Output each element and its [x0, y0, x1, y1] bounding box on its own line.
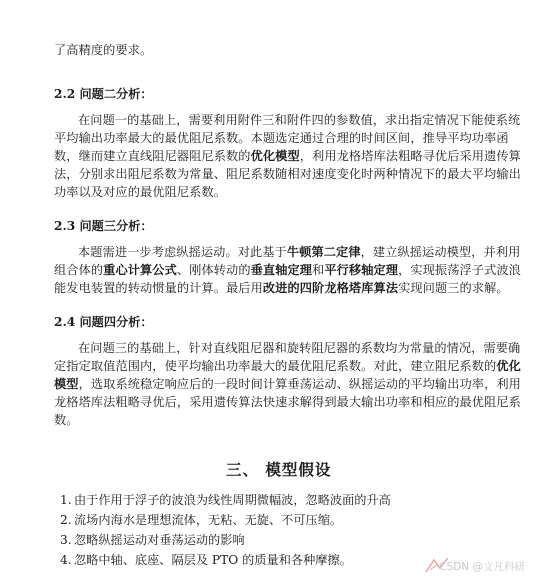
- section-2-3-line-3: [54, 280, 509, 296]
- section-2-2-line-5: 功率以及对应的最优阻尼系数。: [54, 185, 227, 199]
- section-2-4-line-4: 龙格塔库法粗略寻优后，采用遗传算法快速求解得到最大输出功率和相应的最优阻尼系: [54, 395, 521, 409]
- section-2-2-line-2: 平均输出功率最大的最优阻尼系数。本题选定通过合理的时间区间，推导平均功率函: [54, 131, 509, 145]
- section-3-title: 三、 模型假设: [226, 460, 332, 479]
- assumption-number: 3.: [60, 533, 72, 547]
- section-2-2-line-3: [54, 148, 521, 164]
- section-2-3-heading: 2.3 问题三分析：: [54, 219, 153, 233]
- assumption-text: 忽略中轴、底座、隔层及 PTO 的质量和各种摩擦。: [74, 553, 352, 567]
- section-2-3-line-3c: 实现问题三的求解。: [398, 281, 509, 295]
- term-optimization: 优化: [496, 359, 521, 373]
- section-2-3-line-2: [54, 262, 521, 278]
- section-2-4-line-5: 数。: [54, 413, 79, 427]
- assumption-text: 由于作用于浮子的波浪为线性周期微幅波，忽略波面的升高: [74, 493, 391, 507]
- term-model: 模型: [54, 377, 79, 391]
- assumption-text: 忽略纵摇运动对垂荡运动的影响: [74, 533, 245, 547]
- section-2-3-line-3a: 能发电装置的转动惯量的计算。最后用: [54, 281, 263, 295]
- section-2-2-line-1: 在问题一的基础上，需要利用附件三和附件四的参数值，求出指定情况下能使系统: [78, 113, 521, 127]
- section-2-2-line-4: 法，分别求出阻尼系数为常量、阻尼系数随相对速度变化时两种情况下的最大平均输出: [54, 167, 521, 181]
- section-2-3-line-1a: 本题需进一步考虑纵摇运动。对此基于: [78, 245, 287, 259]
- section-2-3-line-2e: 和: [312, 263, 325, 277]
- term-optimization-model: 优化模型: [250, 149, 300, 163]
- term-newton-second-law: 牛顿第二定律: [286, 245, 361, 259]
- section-2-3-line-2g: ，实现振荡浮子式波浪: [398, 263, 521, 277]
- section-2-4-heading: 2.4 问题四分析：: [54, 315, 153, 329]
- section-2-3-line-1: [78, 244, 520, 260]
- assumption-number: 1.: [60, 493, 72, 507]
- section-2-3-line-1c: ，建立纵摇运动模型，并利用: [360, 245, 521, 259]
- assumption-item-2: [60, 512, 342, 528]
- intro-tail: 了高精度的要求。: [54, 43, 153, 57]
- term-center-of-gravity-formula: 重心计算公式: [103, 263, 177, 277]
- section-2-4-line-2a: 定指定取值范围内，使平均输出功率最大的最优阻尼系数。对此，建立阻尼系数的: [54, 359, 497, 373]
- section-2-2-line-3c: ，利用龙格塔库法粗略寻优后采用遗传算: [299, 149, 521, 163]
- section-2-4-line-1: 在问题三的基础上，针对直线阻尼器和旋转阻尼器的系数均为常量的情况，需要确: [78, 341, 521, 355]
- assumption-item-3: [60, 532, 245, 548]
- section-2-3-line-2a: 组合体的: [54, 263, 104, 277]
- section-2-4-line-3b: ，选取系统稳定响应后的一段时间计算垂荡运动、纵摇运动的平均输出功率，利用: [78, 377, 521, 391]
- assumption-item-4: [60, 552, 352, 568]
- section-2-2-heading: 2.2 问题二分析：: [54, 87, 153, 101]
- term-parallel-axis-theorem: 平行移轴定理: [324, 263, 399, 277]
- term-perpendicular-axis-theorem: 垂直轴定理: [250, 263, 313, 277]
- assumption-number: 4.: [60, 553, 72, 567]
- assumption-item-1: [60, 492, 391, 508]
- csdn-watermark: CSDN @文凡科研: [439, 561, 525, 573]
- section-2-2-line-3a: 数，继而建立直线阻尼器阻尼系数的: [54, 149, 251, 163]
- section-2-4-line-3: [54, 376, 521, 392]
- section-2-3-line-2c: 、刚体转动的: [176, 263, 251, 277]
- assumption-text: 流场内海水是理想流体，无粘、无旋、不可压缩。: [74, 513, 343, 527]
- assumption-number: 2.: [60, 513, 72, 527]
- section-2-4-line-2: [54, 358, 521, 374]
- term-improved-rk4: 改进的四阶龙格塔库算法: [262, 281, 399, 295]
